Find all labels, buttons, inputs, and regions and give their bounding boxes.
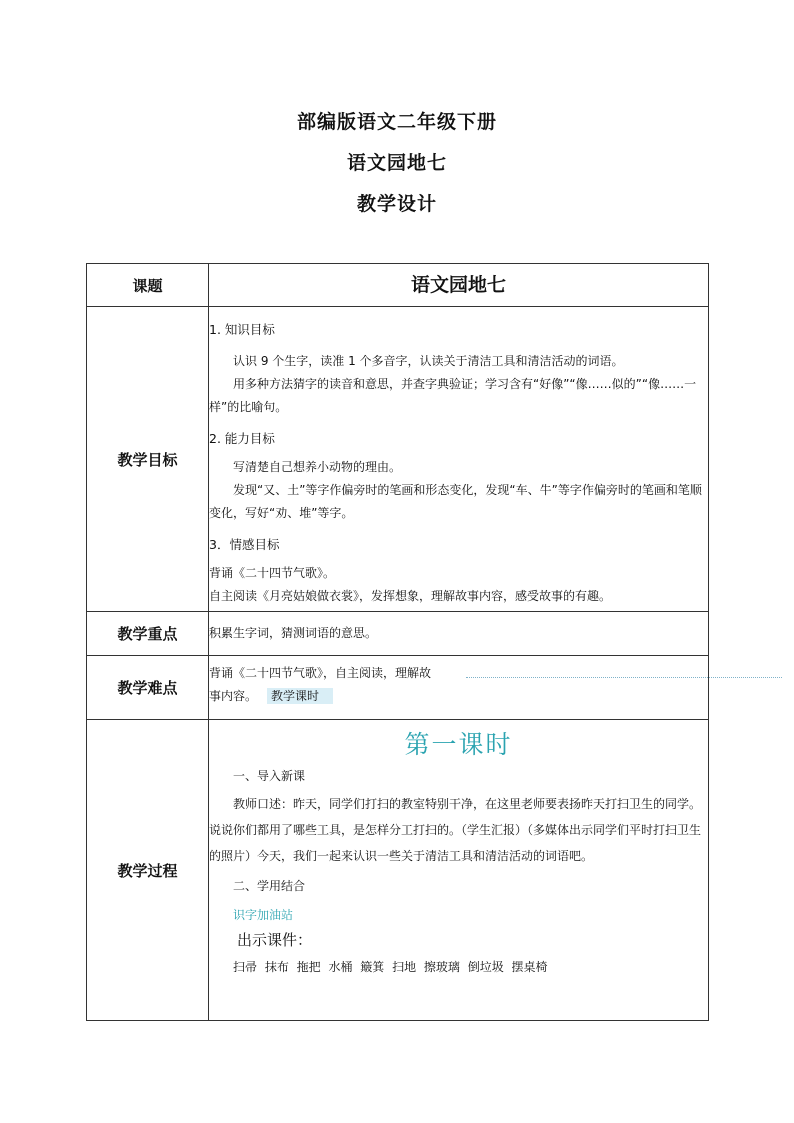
label-topic: 课题 (87, 264, 209, 307)
lesson-plan-table (86, 263, 709, 1021)
goals-cell (209, 307, 709, 612)
emotion-heading: 3．情感目标 (209, 537, 280, 552)
step1-heading: 一、导入新课 (233, 769, 306, 783)
doc-title-type: 教学设计 (356, 193, 437, 215)
label-difficulties: 教学难点 (87, 656, 209, 720)
key-points-cell (209, 612, 709, 656)
ability-heading: 2. 能力目标 (209, 431, 275, 446)
knowledge-text-2: 用多种方法猜字的读音和意思，并查字典验证；学习含有“好像”“像……似的”“像……一样”的比喻句。 (209, 377, 697, 414)
literacy-station-heading: 识字加油站 (233, 908, 294, 922)
ability-text-2: 发现“又、土”等字作偏旁时的笔画和形态变化，发现“车、牛”等字作偏旁时的笔画和笔顺变化，写好“劝、堆”等字。 (209, 483, 702, 520)
lesson-period-title: 第一课时 (404, 730, 513, 759)
row-goals (87, 307, 709, 612)
row-process (87, 720, 709, 1021)
step2-heading: 二、学用结合 (233, 879, 306, 893)
dotted-divider (466, 677, 782, 678)
emotion-text-2: 自主阅读《月亮姑娘做衣裳》，发挥想象，理解故事内容，感受故事的有趣。 (209, 589, 612, 603)
lesson-hours-tag: 教学课时 (267, 688, 333, 704)
difficulties-cell (209, 656, 709, 720)
label-goals: 教学目标 (87, 307, 209, 612)
process-cell (209, 720, 709, 1021)
emotion-text-1: 背诵《二十四节气歌》。 (209, 566, 336, 580)
row-key-points (87, 612, 709, 656)
difficulties-line2 (209, 685, 708, 708)
row-topic (87, 264, 709, 307)
doc-title-grade: 部编版语文二年级下册 (296, 111, 497, 133)
show-courseware-text: 出示课件： (237, 931, 313, 949)
ability-text-1: 写清楚自己想养小动物的理由。 (233, 460, 402, 474)
label-key-points: 教学重点 (87, 612, 209, 656)
row-difficulties (87, 656, 709, 720)
knowledge-heading: 1. 知识目标 (209, 322, 275, 337)
difficulties-text-1: 背诵《二十四节气歌》，自主阅读，理解故 (209, 666, 432, 680)
label-process: 教学过程 (87, 720, 209, 1021)
doc-title-unit: 语文园地七 (346, 152, 447, 174)
topic-cell (209, 264, 709, 307)
topic-value: 语文园地七 (410, 273, 506, 296)
cleaning-words-list: 扫帚 抹布 拖把 水桶 簸箕 扫地 擦玻璃 倒垃圾 摆桌椅 (233, 960, 548, 974)
step1-text: 教师口述：昨天，同学们打扫的教室特别干净，在这里老师要表扬昨天打扫卫生的同学。说说你们都用了哪些工具，是怎样分工打扫的。（学生汇报）（多媒体出示同学们平时打扫卫生的照片）今天，我们一起来认识一些关于清洁工具和清洁活动的词语吧。 (209, 797, 702, 863)
knowledge-text-1: 认识 9 个生字，读准 1 个多音字，认读关于清洁工具和清洁活动的词语。 (233, 354, 624, 368)
difficulties-text-2: 事内容。 (209, 689, 258, 703)
key-points-text: 积累生字词，猜测词语的意思。 (209, 626, 378, 640)
